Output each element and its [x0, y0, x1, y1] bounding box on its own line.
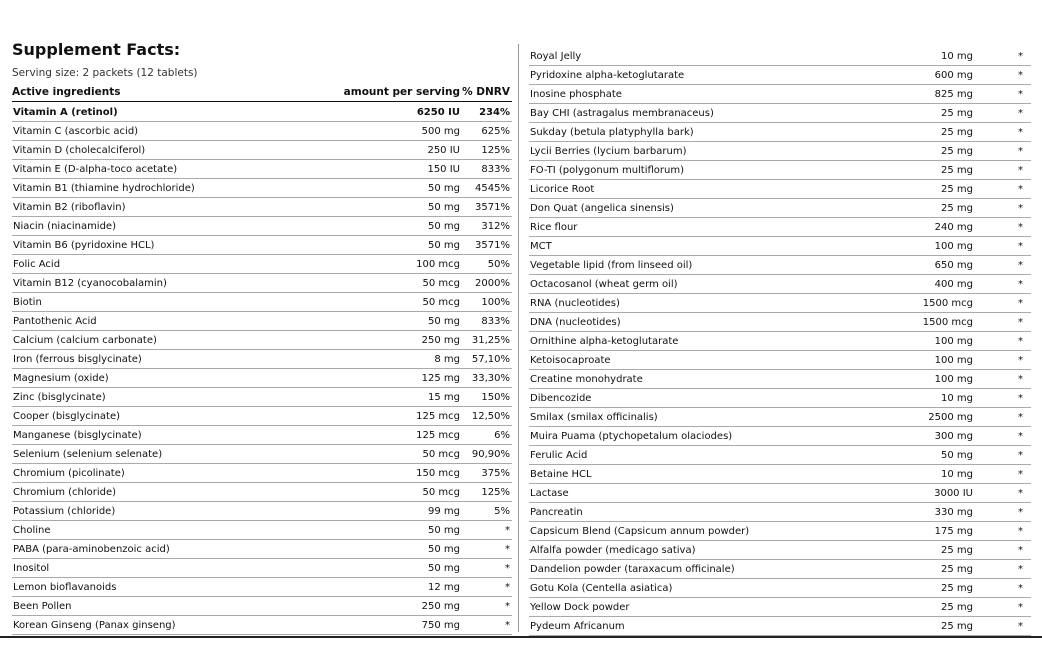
ingredient-name: Dandelion powder (taraxacum officinale)	[530, 564, 735, 575]
ingredient-dv: 100%	[481, 297, 510, 308]
ingredient-dv: *	[1018, 298, 1023, 309]
bottom-rule	[0, 636, 1042, 638]
ingredient-dv: 33,30%	[471, 373, 510, 384]
ingredient-dv: *	[1018, 412, 1023, 423]
ingredient-name: Creatine monohydrate	[530, 374, 643, 385]
ingredient-amount: 125 mcg	[416, 430, 460, 441]
table-row	[12, 293, 512, 312]
ingredient-dv: *	[1018, 336, 1023, 347]
ingredient-amount: 25 mg	[941, 564, 973, 575]
table-row	[529, 389, 1031, 408]
ingredient-amount: 150 IU	[427, 164, 460, 175]
ingredient-name: Lemon bioflavanoids	[13, 582, 117, 593]
ingredient-name: Dibencozide	[530, 393, 592, 404]
table-row	[12, 255, 512, 274]
ingredient-amount: 150 mcg	[416, 468, 460, 479]
ingredient-dv: *	[505, 582, 510, 593]
ingredient-dv: *	[505, 620, 510, 631]
table-row	[12, 445, 512, 464]
table-row	[529, 598, 1031, 617]
ingredient-amount: 50 mcg	[422, 449, 460, 460]
table-row	[529, 560, 1031, 579]
table-row	[529, 123, 1031, 142]
ingredient-dv: *	[1018, 450, 1023, 461]
ingredient-name: Inosine phosphate	[530, 89, 622, 100]
ingredient-amount: 100 mcg	[416, 259, 460, 270]
ingredient-dv: 6%	[494, 430, 510, 441]
table-row	[529, 218, 1031, 237]
ingredient-name: Folic Acid	[13, 259, 61, 270]
ingredient-name: Cooper (bisglycinate)	[13, 411, 121, 422]
ingredient-amount: 10 mg	[941, 469, 973, 480]
ingredient-amount: 50 mcg	[422, 487, 460, 498]
ingredient-dv: 833%	[481, 316, 510, 327]
ingredient-name: Royal Jelly	[530, 51, 582, 62]
header-dv: % DNRV	[462, 86, 510, 98]
ingredient-dv: 2000%	[475, 278, 510, 289]
ingredient-name: Potassium (chloride)	[13, 506, 116, 517]
ingredient-amount: 50 mg	[428, 316, 460, 327]
table-row	[529, 427, 1031, 446]
ingredient-name: Vitamin E (D-alpha-toco acetate)	[13, 164, 178, 175]
ingredient-dv: *	[1018, 621, 1023, 632]
table-row	[12, 236, 512, 255]
ingredient-amount: 330 mg	[934, 507, 973, 518]
ingredient-name: Bay CHI (astragalus membranaceus)	[530, 108, 714, 119]
ingredient-dv: 3571%	[475, 240, 510, 251]
ingredient-name: Lactase	[530, 488, 569, 499]
ingredient-dv: 125%	[481, 487, 510, 498]
ingredient-dv: *	[1018, 279, 1023, 290]
ingredient-amount: 25 mg	[941, 203, 973, 214]
ingredient-dv: 31,25%	[471, 335, 510, 346]
ingredient-name: Vegetable lipid (from linseed oil)	[530, 260, 693, 271]
table-row	[12, 388, 512, 407]
ingredient-name: Vitamin B1 (thiamine hydrochloride)	[13, 183, 195, 194]
table-row	[529, 104, 1031, 123]
ingredient-name: Ornithine alpha-ketoglutarate	[530, 336, 679, 347]
ingredient-name: Vitamin B2 (riboflavin)	[13, 202, 126, 213]
ingredient-name: RNA (nucleotides)	[530, 298, 620, 309]
ingredient-name: Vitamin A (retinol)	[13, 107, 118, 118]
table-row	[529, 275, 1031, 294]
table-row	[529, 408, 1031, 427]
ingredient-name: Pyridoxine alpha-ketoglutarate	[530, 70, 685, 81]
ingredient-dv: 150%	[481, 392, 510, 403]
left-ingredients-table	[12, 103, 512, 635]
ingredient-name: Smilax (smilax officinalis)	[530, 412, 658, 423]
header-ingredients: Active ingredients	[12, 86, 121, 98]
table-row	[529, 332, 1031, 351]
ingredient-amount: 50 mcg	[422, 297, 460, 308]
table-row	[12, 369, 512, 388]
table-row	[529, 541, 1031, 560]
table-row	[529, 237, 1031, 256]
ingredient-name: Inositol	[13, 563, 50, 574]
table-row	[529, 142, 1031, 161]
table-row	[529, 199, 1031, 218]
table-row	[12, 274, 512, 293]
ingredient-dv: 833%	[481, 164, 510, 175]
ingredient-name: PABA (para-aminobenzoic acid)	[13, 544, 170, 555]
ingredient-name: MCT	[530, 241, 552, 252]
ingredient-amount: 1500 mcg	[922, 298, 973, 309]
ingredient-name: Don Quat (angelica sinensis)	[530, 203, 674, 214]
table-row	[529, 256, 1031, 275]
ingredient-name: Pancreatin	[530, 507, 583, 518]
ingredient-name: Sukday (betula platyphylla bark)	[530, 127, 694, 138]
ingredient-name: Vitamin D (cholecalciferol)	[13, 145, 146, 156]
table-row	[529, 161, 1031, 180]
ingredient-amount: 825 mg	[934, 89, 973, 100]
ingredient-dv: *	[1018, 241, 1023, 252]
ingredient-name: Gotu Kola (Centella asiatica)	[530, 583, 673, 594]
ingredient-dv: 90,90%	[471, 449, 510, 460]
ingredient-name: Capsicum Blend (Capsicum annum powder)	[530, 526, 750, 537]
ingredient-dv: 50%	[487, 259, 510, 270]
table-row	[12, 350, 512, 369]
ingredient-amount: 25 mg	[941, 583, 973, 594]
column-divider	[518, 44, 519, 632]
ingredient-name: Betaine HCL	[530, 469, 592, 480]
ingredient-name: Muira Puama (ptychopetalum olaciodes)	[530, 431, 733, 442]
ingredient-dv: 3571%	[475, 202, 510, 213]
ingredient-amount: 600 mg	[934, 70, 973, 81]
ingredient-name: FO-TI (polygonum multiflorum)	[530, 165, 685, 176]
ingredient-amount: 25 mg	[941, 602, 973, 613]
ingredient-dv: *	[1018, 374, 1023, 385]
ingredient-amount: 240 mg	[934, 222, 973, 233]
table-row	[12, 559, 512, 578]
ingredient-name: Vitamin B12 (cyanocobalamin)	[13, 278, 167, 289]
table-row	[12, 198, 512, 217]
ingredient-amount: 50 mcg	[422, 278, 460, 289]
right-ingredients-table	[529, 47, 1031, 636]
table-row	[529, 465, 1031, 484]
ingredient-amount: 100 mg	[934, 374, 973, 385]
table-row	[529, 66, 1031, 85]
ingredient-name: Manganese (bisglycinate)	[13, 430, 142, 441]
ingredient-amount: 250 IU	[427, 145, 460, 156]
ingredient-name: Rice flour	[530, 222, 578, 233]
ingredient-amount: 100 mg	[934, 241, 973, 252]
ingredient-name: Magnesium (oxide)	[13, 373, 109, 384]
ingredient-amount: 10 mg	[941, 51, 973, 62]
table-row	[12, 103, 512, 122]
ingredient-dv: 625%	[481, 126, 510, 137]
table-row	[12, 521, 512, 540]
table-row	[529, 47, 1031, 66]
table-row	[529, 522, 1031, 541]
ingredient-amount: 25 mg	[941, 545, 973, 556]
header-amount: amount per serving	[343, 86, 460, 98]
table-row	[12, 540, 512, 559]
table-row	[12, 179, 512, 198]
ingredient-dv: *	[1018, 526, 1023, 537]
ingredient-amount: 175 mg	[934, 526, 973, 537]
ingredient-amount: 50 mg	[428, 563, 460, 574]
ingredient-amount: 50 mg	[428, 221, 460, 232]
ingredient-amount: 3000 IU	[934, 488, 973, 499]
ingredient-amount: 250 mg	[421, 601, 460, 612]
ingredient-name: Selenium (selenium selenate)	[13, 449, 163, 460]
table-row	[529, 484, 1031, 503]
ingredient-dv: *	[505, 601, 510, 612]
ingredient-dv: *	[1018, 260, 1023, 271]
ingredient-amount: 50 mg	[428, 183, 460, 194]
ingredient-dv: *	[1018, 317, 1023, 328]
ingredient-amount: 650 mg	[934, 260, 973, 271]
ingredient-amount: 50 mg	[428, 525, 460, 536]
ingredient-dv: *	[1018, 108, 1023, 119]
serving-size: Serving size: 2 packets (12 tablets)	[12, 67, 198, 79]
ingredient-dv: *	[1018, 545, 1023, 556]
ingredient-dv: *	[1018, 51, 1023, 62]
ingredient-amount: 25 mg	[941, 127, 973, 138]
ingredient-dv: 125%	[481, 145, 510, 156]
ingredient-dv: 312%	[481, 221, 510, 232]
table-row	[529, 579, 1031, 598]
ingredient-dv: *	[1018, 583, 1023, 594]
table-row	[12, 426, 512, 445]
ingredient-dv: *	[1018, 203, 1023, 214]
ingredient-amount: 500 mg	[421, 126, 460, 137]
ingredient-dv: *	[1018, 184, 1023, 195]
ingredient-dv: *	[1018, 70, 1023, 81]
ingredient-amount: 10 mg	[941, 393, 973, 404]
ingredient-amount: 25 mg	[941, 165, 973, 176]
ingredient-amount: 50 mg	[428, 544, 460, 555]
ingredient-dv: *	[1018, 564, 1023, 575]
ingredient-name: Pantothenic Acid	[13, 316, 97, 327]
table-row	[12, 312, 512, 331]
ingredient-amount: 25 mg	[941, 621, 973, 632]
table-row	[12, 483, 512, 502]
table-row	[529, 180, 1031, 199]
ingredient-amount: 25 mg	[941, 146, 973, 157]
ingredient-dv: *	[1018, 222, 1023, 233]
ingredient-amount: 12 mg	[428, 582, 460, 593]
ingredient-name: Alfalfa powder (medicago sativa)	[530, 545, 696, 556]
table-row	[529, 446, 1031, 465]
ingredient-dv: 4545%	[475, 183, 510, 194]
ingredient-dv: *	[1018, 431, 1023, 442]
page-title: Supplement Facts:	[12, 40, 181, 59]
table-row	[529, 294, 1031, 313]
table-row	[12, 464, 512, 483]
ingredient-amount: 100 mg	[934, 355, 973, 366]
ingredient-name: Chromium (chloride)	[13, 487, 117, 498]
ingredient-amount: 1500 mcg	[922, 317, 973, 328]
ingredient-amount: 50 mg	[941, 450, 973, 461]
ingredient-dv: *	[1018, 469, 1023, 480]
ingredient-amount: 15 mg	[428, 392, 460, 403]
ingredient-dv: *	[1018, 165, 1023, 176]
table-row	[12, 616, 512, 635]
ingredient-dv: 12,50%	[471, 411, 510, 422]
ingredient-dv: 234%	[479, 107, 510, 118]
ingredient-amount: 50 mg	[428, 202, 460, 213]
ingredient-amount: 50 mg	[428, 240, 460, 251]
ingredient-amount: 750 mg	[421, 620, 460, 631]
table-row	[12, 578, 512, 597]
ingredient-dv: *	[505, 544, 510, 555]
ingredient-name: Yellow Dock powder	[530, 602, 630, 613]
ingredient-name: Korean Ginseng (Panax ginseng)	[13, 620, 176, 631]
ingredient-name: Calcium (calcium carbonate)	[13, 335, 157, 346]
table-row	[12, 141, 512, 160]
ingredient-amount: 2500 mg	[928, 412, 973, 423]
ingredient-dv: 375%	[481, 468, 510, 479]
table-row	[12, 597, 512, 616]
ingredient-amount: 99 mg	[428, 506, 460, 517]
ingredient-name: Licorice Root	[530, 184, 595, 195]
ingredient-dv: *	[505, 525, 510, 536]
ingredient-amount: 400 mg	[934, 279, 973, 290]
column-headers	[12, 86, 512, 102]
ingredient-name: Niacin (niacinamide)	[13, 221, 116, 232]
ingredient-name: Been Pollen	[13, 601, 72, 612]
ingredient-dv: *	[1018, 127, 1023, 138]
ingredient-amount: 125 mg	[421, 373, 460, 384]
ingredient-name: Lycii Berries (lycium barbarum)	[530, 146, 687, 157]
ingredient-dv: *	[1018, 602, 1023, 613]
ingredient-name: Octacosanol (wheat germ oil)	[530, 279, 678, 290]
table-row	[12, 407, 512, 426]
table-row	[12, 331, 512, 350]
ingredient-amount: 25 mg	[941, 108, 973, 119]
ingredient-dv: *	[1018, 507, 1023, 518]
table-row	[529, 313, 1031, 332]
table-row	[12, 502, 512, 521]
ingredient-name: Pydeum Africanum	[530, 621, 625, 632]
table-row	[529, 503, 1031, 522]
ingredient-dv: *	[1018, 355, 1023, 366]
table-row	[12, 160, 512, 179]
ingredient-amount: 6250 IU	[416, 107, 460, 118]
ingredient-name: Iron (ferrous bisglycinate)	[13, 354, 142, 365]
ingredient-name: Vitamin C (ascorbic acid)	[13, 126, 139, 137]
ingredient-dv: *	[1018, 89, 1023, 100]
table-row	[529, 370, 1031, 389]
ingredient-name: Biotin	[13, 297, 42, 308]
ingredient-amount: 125 mcg	[416, 411, 460, 422]
ingredient-name: Choline	[13, 525, 51, 536]
ingredient-name: Zinc (bisglycinate)	[13, 392, 106, 403]
table-row	[529, 351, 1031, 370]
ingredient-amount: 250 mg	[421, 335, 460, 346]
ingredient-name: DNA (nucleotides)	[530, 317, 621, 328]
ingredient-dv: *	[1018, 146, 1023, 157]
ingredient-amount: 25 mg	[941, 184, 973, 195]
table-row	[12, 122, 512, 141]
ingredient-name: Ferulic Acid	[530, 450, 588, 461]
ingredient-name: Chromium (picolinate)	[13, 468, 125, 479]
ingredient-amount: 8 mg	[434, 354, 460, 365]
table-row	[529, 617, 1031, 636]
ingredient-dv: *	[505, 563, 510, 574]
ingredient-amount: 300 mg	[934, 431, 973, 442]
ingredient-dv: *	[1018, 393, 1023, 404]
ingredient-dv: 57,10%	[471, 354, 510, 365]
ingredient-dv: *	[1018, 488, 1023, 499]
ingredient-amount: 100 mg	[934, 336, 973, 347]
ingredient-name: Ketoisocaproate	[530, 355, 611, 366]
table-row	[12, 217, 512, 236]
ingredient-name: Vitamin B6 (pyridoxine HCL)	[13, 240, 155, 251]
table-row	[529, 85, 1031, 104]
ingredient-dv: 5%	[494, 506, 510, 517]
